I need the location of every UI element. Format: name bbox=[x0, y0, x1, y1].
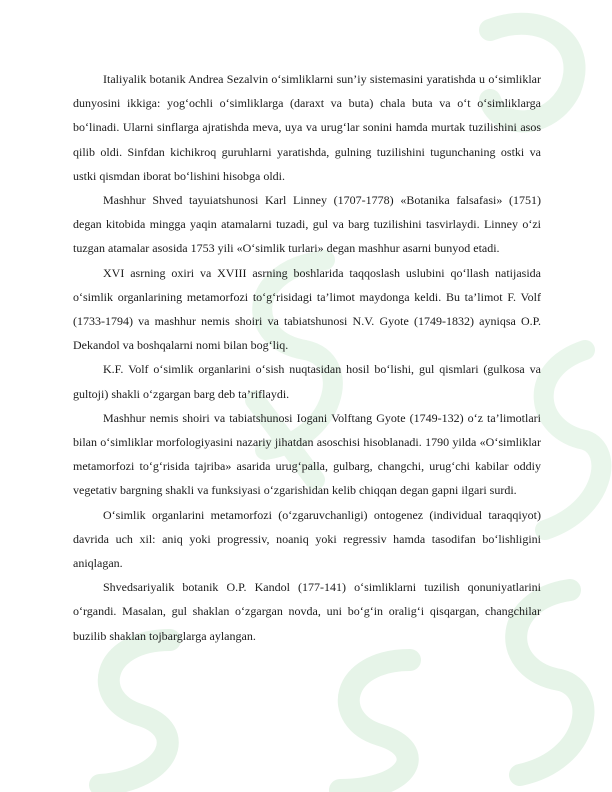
watermark-logo-bottom-middle bbox=[300, 640, 450, 792]
paragraph-ontogenez: O‘simlik organlarini metamorfozi (o‘zgaruvchanligi) ontogenez (individual taraqqiyot) davrida uch xil: aniq yoki progressiv, noaniq yoki regressiv hamda tasodifan bo‘lishligini aniqlagan. bbox=[73, 507, 541, 571]
paragraph-gyote: Mashhur nemis shoiri va tabiatshunosi Iogani Volftang Gyote (1749-132) o‘z ta’limotlari bilan o‘simliklar morfologiyasini nazariy jihatdan asoschisi hisoblanadi. 1790 yilda «O‘simliklar metamorfozi to‘g‘risida tajriba» asarida urug‘palla, gulbarg, changchi, urug‘chi kabilar oddiy vegetativ bargning shakli va funksiyasi o‘zgarishidan kelib chiqqan degan gapni ilgari surdi. bbox=[73, 410, 541, 498]
document-body bbox=[73, 67, 541, 648]
paragraph-kandol: Shvedsariyalik botanik O.P. Kandol (177-141) o‘simliklarni tuzilish qonuniyatlarini o‘rgandi. Masalan, gul shaklan o‘zgargan novda, uni bo‘g‘in oralig‘i qisqargan, changchilar buzilib shaklan tojbarglarga aylangan. bbox=[73, 580, 541, 643]
paragraph-volf: K.F. Volf o‘simlik organlarini o‘sish nuqtasidan hosil bo‘lishi, gul qismlari (gulkosa va gultoji) shakli o‘zgargan barg deb ta’riflaydi. bbox=[73, 362, 541, 401]
paragraph-linney: Mashhur Shved tayuiatshunosi Karl Linney (1707-1778) «Botanika falsafasi» (1751) degan kitobida mingga yaqin atamalarni tuzadi, gul va barg tuzilishini tasvirlaydi. Linney o‘zi tuzgan atamalar asosida 1753 yili «O‘simlik turlari» degan mashhur asarni bunyod etadi. bbox=[73, 193, 541, 256]
paragraph-sezalvin: Italiyalik botanik Andrea Sezalvin o‘simliklarni sun’iy sistemasini yaratishda u o‘simliklar dunyosini ikkiga: yog‘ochli o‘simliklarga (daraxt va buta) chala buta va o‘t o‘simliklarga bo‘linadi. Ularni sinflarga ajratishda meva, uya va urug‘lar sonini hamda murtak tuzilishini asos qilib oldi. Sinfdan kichikroq guruhlarni yaratishda, gulning tuzilishini tugunchaning ostki va ustki qismdan iborat bo‘lishini hisobga oldi. bbox=[73, 72, 541, 183]
paragraph-metamorphosis: XVI asrning oxiri va XVIII asrning boshlarida taqqoslash uslubini qo‘llash natijasida o‘simlik organlarining metamorfozi to‘g‘risidagi ta’limot maydonga keldi. Bu ta’limot F. Volf (1733-1794) va mashhur nemis shoiri va tabiatshunosi N.V. Gyote (1749-1832) ayniqsa O.P. Dekandol va boshqalarni nomi bilan bog‘liq. bbox=[73, 265, 541, 353]
